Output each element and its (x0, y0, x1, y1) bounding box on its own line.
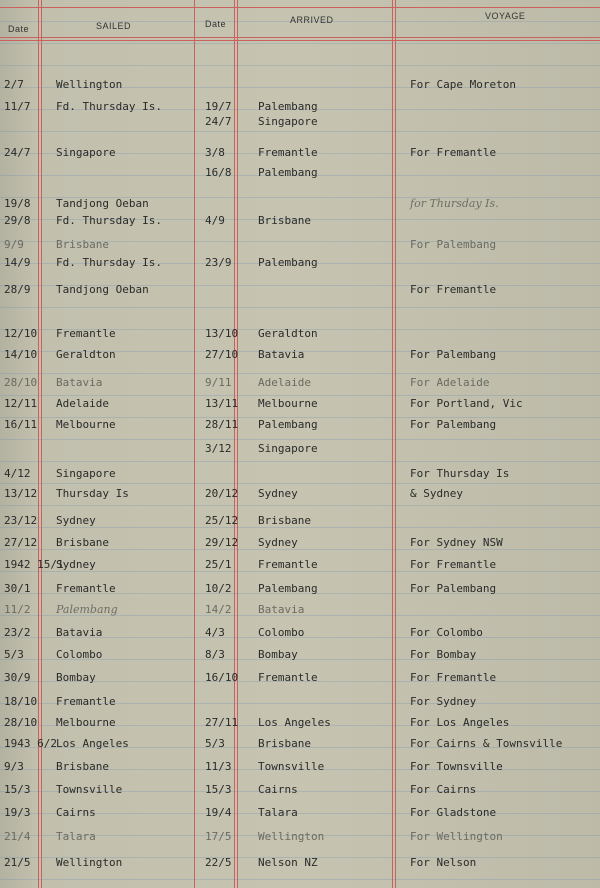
sailed-date: 21/5 (4, 856, 31, 869)
arrived-port: Wellington (258, 830, 325, 843)
arrived-date: 29/12 (205, 536, 239, 549)
sailed-date: 9/3 (4, 760, 24, 773)
arrived-port: Singapore (258, 115, 318, 128)
sailed-port: Sydney (56, 514, 96, 527)
voyage-note: For Townsville (410, 760, 503, 773)
voyage-note: For Fremantle (410, 558, 497, 571)
header-sailed: SAILED (96, 21, 132, 31)
rule-col-1b (41, 0, 42, 888)
sailed-date: 11/2 (4, 603, 31, 616)
arrived-date: 15/3 (205, 783, 232, 796)
sailed-date: 14/10 (4, 348, 38, 361)
arrived-port: Batavia (258, 603, 305, 616)
arrived-date: 4/3 (205, 626, 225, 639)
voyage-note: For Palembang (410, 348, 497, 361)
sailed-date: 30/9 (4, 671, 31, 684)
sailed-date: 28/9 (4, 283, 31, 296)
sailed-date: 23/2 (4, 626, 31, 639)
arrived-port: Brisbane (258, 214, 311, 227)
sailed-date: 15/3 (4, 783, 31, 796)
sailed-date: 28/10 (4, 376, 38, 389)
sailed-port: Palembang (56, 603, 118, 616)
rule-col-4b (395, 0, 396, 888)
sailed-port: Fd. Thursday Is. (56, 100, 162, 113)
sailed-port: Fremantle (56, 327, 116, 340)
sailed-date: 28/10 (4, 716, 38, 729)
arrived-port: Brisbane (258, 514, 311, 527)
sailed-date: 12/10 (4, 327, 38, 340)
sailed-date: 14/9 (4, 256, 31, 269)
sailed-date: 9/9 (4, 238, 24, 251)
arrived-date: 24/7 (205, 115, 232, 128)
arrived-date: 25/1 (205, 558, 232, 571)
arrived-port: Palembang (258, 166, 318, 179)
arrived-date: 3/8 (205, 146, 225, 159)
arrived-date: 19/7 (205, 100, 232, 113)
arrived-port: Colombo (258, 626, 305, 639)
rule-col-1 (38, 0, 39, 888)
voyage-note: For Bombay (410, 648, 477, 661)
header-date-arrived: Date (205, 19, 227, 29)
arrived-date: 17/5 (205, 830, 232, 843)
arrived-date: 11/3 (205, 760, 232, 773)
sailed-port: Brisbane (56, 536, 109, 549)
sailed-port: Tandjong Oeban (56, 283, 149, 296)
arrived-date: 20/12 (205, 487, 239, 500)
sailed-date: 13/12 (4, 487, 38, 500)
arrived-date: 16/10 (205, 671, 239, 684)
sailed-port: Sydney (56, 558, 96, 571)
sailed-date: 4/12 (4, 467, 31, 480)
voyage-note: For Colombo (410, 626, 483, 639)
sailed-date: 12/11 (4, 397, 38, 410)
sailed-port: Brisbane (56, 238, 109, 251)
sailed-date: 27/12 (4, 536, 38, 549)
rule-top (0, 7, 600, 8)
sailed-date: 16/11 (4, 418, 38, 431)
arrived-date: 3/12 (205, 442, 232, 455)
sailed-date: 11/7 (4, 100, 31, 113)
sailed-date: 19/3 (4, 806, 31, 819)
rule-col-2 (194, 0, 195, 888)
sailed-port: Adelaide (56, 397, 109, 410)
arrived-port: Singapore (258, 442, 318, 455)
arrived-date: 13/10 (205, 327, 239, 340)
rule-col-3b (237, 0, 238, 888)
arrived-port: Sydney (258, 487, 298, 500)
arrived-date: 28/11 (205, 418, 239, 431)
sailed-date: 23/12 (4, 514, 38, 527)
voyage-note: For Portland, Vic (410, 397, 523, 410)
sailed-port: Fremantle (56, 695, 116, 708)
voyage-note: For Thursday Is (410, 467, 510, 480)
voyage-note: For Adelaide (410, 376, 490, 389)
voyage-note: For Los Angeles (410, 716, 510, 729)
voyage-note: For Palembang (410, 582, 497, 595)
sailed-port: Brisbane (56, 760, 109, 773)
sailed-port: Wellington (56, 856, 123, 869)
voyage-note: For Fremantle (410, 671, 497, 684)
voyage-note: For Palembang (410, 418, 497, 431)
sailed-port: Talara (56, 830, 96, 843)
sailed-port: Fd. Thursday Is. (56, 256, 162, 269)
sailed-port: Bombay (56, 671, 96, 684)
sailed-port: Geraldton (56, 348, 116, 361)
arrived-port: Fremantle (258, 671, 318, 684)
arrived-port: Adelaide (258, 376, 311, 389)
sailed-date: 1943 6/2 (4, 737, 57, 750)
voyage-note: For Nelson (410, 856, 477, 869)
voyage-note: For Gladstone (410, 806, 497, 819)
sailed-date: 2/7 (4, 78, 24, 91)
voyage-note: For Sydney NSW (410, 536, 503, 549)
arrived-date: 4/9 (205, 214, 225, 227)
sailed-port: Batavia (56, 376, 103, 389)
arrived-port: Brisbane (258, 737, 311, 750)
voyage-note: & Sydney (410, 487, 463, 500)
header-date-sailed: Date (8, 24, 30, 34)
arrived-port: Palembang (258, 582, 318, 595)
rule-col-4 (392, 0, 393, 888)
sailed-date: 21/4 (4, 830, 31, 843)
arrived-date: 27/10 (205, 348, 239, 361)
sailed-date: 30/1 (4, 582, 31, 595)
arrived-date: 14/2 (205, 603, 232, 616)
arrived-port: Los Angeles (258, 716, 331, 729)
arrived-date: 22/5 (205, 856, 232, 869)
rule-col-3 (234, 0, 235, 888)
arrived-port: Palembang (258, 100, 318, 113)
sailed-date: 29/8 (4, 214, 31, 227)
sailed-port: Singapore (56, 146, 116, 159)
arrived-date: 25/12 (205, 514, 239, 527)
sailed-port: Cairns (56, 806, 96, 819)
arrived-port: Geraldton (258, 327, 318, 340)
sailed-port: Colombo (56, 648, 103, 661)
voyage-note: for Thursday Is. (410, 197, 499, 210)
sailed-port: Thursday Is (56, 487, 129, 500)
voyage-note: For Palembang (410, 238, 497, 251)
sailed-port: Los Angeles (56, 737, 129, 750)
voyage-note: For Fremantle (410, 146, 497, 159)
arrived-port: Melbourne (258, 397, 318, 410)
arrived-date: 23/9 (205, 256, 232, 269)
arrived-port: Townsville (258, 760, 325, 773)
rule-header-2 (0, 40, 600, 41)
arrived-port: Sydney (258, 536, 298, 549)
arrived-port: Bombay (258, 648, 298, 661)
voyage-note: For Sydney (410, 695, 477, 708)
voyage-note: For Cape Moreton (410, 78, 516, 91)
arrived-port: Batavia (258, 348, 305, 361)
header-voyage: VOYAGE (485, 11, 526, 21)
sailed-port: Wellington (56, 78, 123, 91)
arrived-port: Fremantle (258, 558, 318, 571)
arrived-date: 10/2 (205, 582, 232, 595)
sailed-port: Tandjong Oeban (56, 197, 149, 210)
arrived-port: Nelson NZ (258, 856, 318, 869)
arrived-port: Cairns (258, 783, 298, 796)
sailed-date: 24/7 (4, 146, 31, 159)
sailed-port: Melbourne (56, 716, 116, 729)
sailed-date: 1942 15/1 (4, 558, 64, 571)
sailed-date: 18/10 (4, 695, 38, 708)
arrived-port: Talara (258, 806, 298, 819)
sailed-port: Townsville (56, 783, 123, 796)
sailed-port: Melbourne (56, 418, 116, 431)
rule-header (0, 37, 600, 38)
arrived-date: 19/4 (205, 806, 232, 819)
arrived-port: Palembang (258, 418, 318, 431)
arrived-date: 27/11 (205, 716, 239, 729)
arrived-date: 5/3 (205, 737, 225, 750)
voyage-note: For Cairns & Townsville (410, 737, 563, 750)
sailed-port: Fd. Thursday Is. (56, 214, 162, 227)
arrived-date: 16/8 (205, 166, 232, 179)
arrived-date: 8/3 (205, 648, 225, 661)
sailed-date: 19/8 (4, 197, 31, 210)
arrived-port: Palembang (258, 256, 318, 269)
arrived-port: Fremantle (258, 146, 318, 159)
voyage-note: For Wellington (410, 830, 503, 843)
voyage-note: For Cairns (410, 783, 477, 796)
header-arrived: ARRIVED (290, 15, 334, 25)
sailed-port: Singapore (56, 467, 116, 480)
sailed-port: Batavia (56, 626, 103, 639)
arrived-date: 13/11 (205, 397, 239, 410)
sailed-date: 5/3 (4, 648, 24, 661)
sailed-port: Fremantle (56, 582, 116, 595)
arrived-date: 9/11 (205, 376, 232, 389)
voyage-note: For Fremantle (410, 283, 497, 296)
